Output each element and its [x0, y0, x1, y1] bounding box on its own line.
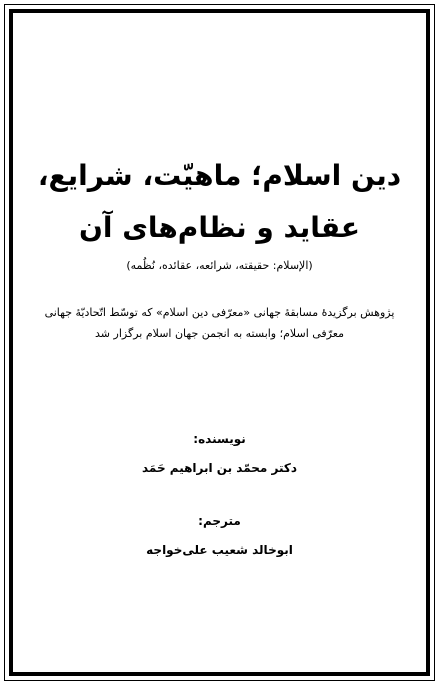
- author-label: نویسنده:: [193, 432, 246, 446]
- author-name: دکتر محمّد بن ابراهیم حَمَد: [141, 461, 298, 475]
- book-description: پژوهش برگزیدهٔ مسابقهٔ جهانی «معرّفی دین اسلام» که توسّط اتّحادیّهٔ جهانی معرّفی اسلام؛ وابسته به انجمن جهان اسلام برگزار شد: [44, 306, 395, 340]
- book-title: دین اسلام؛ ماهیّت، شرایع، عقاید و نظام‌های آن: [37, 159, 402, 244]
- title-page-content: [30, 0, 409, 689]
- book-subtitle: (الإسلام: حقیقته، شرائعه، عقائده، نُظُمه): [126, 259, 313, 272]
- translator-label: مترجم:: [198, 514, 241, 528]
- translator-name: ابوخالد شعیب علی‌خواجه: [146, 543, 293, 557]
